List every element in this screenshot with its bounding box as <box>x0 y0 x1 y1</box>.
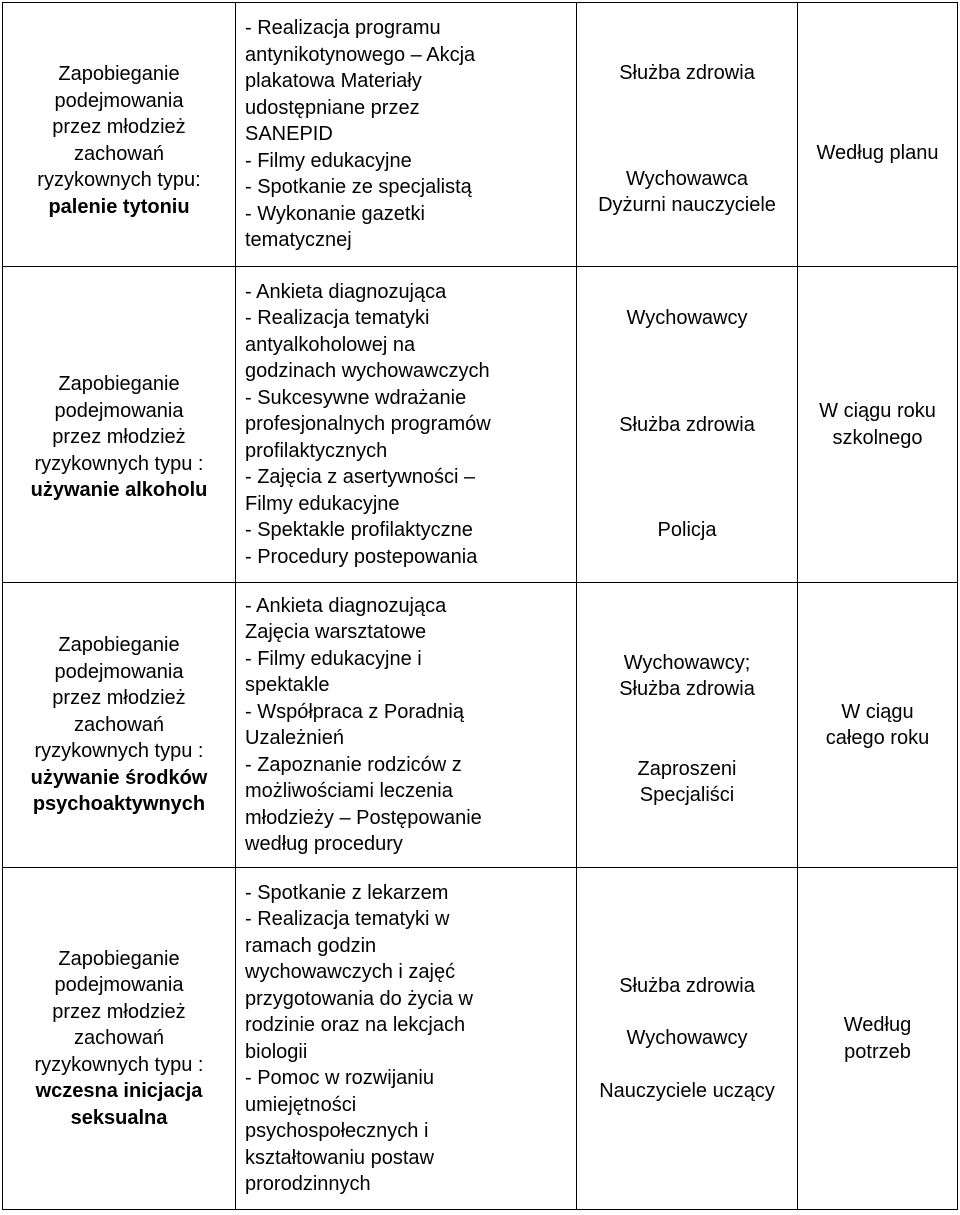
table-row <box>3 267 958 583</box>
activity-line: profilaktycznych <box>245 439 388 462</box>
activity-line: - Filmy edukacyjne i <box>245 647 422 670</box>
term-line: całego roku <box>825 727 930 749</box>
area-line: zachowań <box>73 713 165 736</box>
area-line: przez młodzież <box>52 116 186 138</box>
responsible-line: Policja <box>657 519 717 542</box>
activity-line: psychospołecznych i <box>245 1120 429 1142</box>
activity-line: przygotowania do życia w <box>245 987 473 1010</box>
area-line: zachowań <box>73 1027 165 1050</box>
area-line: przez młodzież <box>52 426 186 449</box>
activity-line: antyalkoholowej na <box>245 333 416 356</box>
area-line: Zapobieganie <box>58 634 180 657</box>
activity-line: - Realizacja programu <box>245 17 441 40</box>
program-table <box>2 2 958 1210</box>
area-cell <box>3 267 236 583</box>
activity-line: - Filmy edukacyjne <box>245 149 412 172</box>
activity-line: biologii <box>245 1040 308 1063</box>
area-line: Zapobieganie <box>58 947 180 970</box>
responsible-cell <box>577 267 798 583</box>
table-row <box>3 583 958 868</box>
activity-line: - Pomoc w rozwijaniu <box>245 1067 434 1089</box>
activity-line: według procedury <box>245 833 403 855</box>
responsible-line: Służba zdrowia <box>619 678 755 700</box>
responsible-line: Służba zdrowia <box>619 413 755 436</box>
responsible-line: Służba zdrowia <box>619 62 755 85</box>
activity-line: - Realizacja tematyki w <box>245 908 450 930</box>
activity-line: - Spektakle profilaktyczne <box>245 519 473 542</box>
table-row <box>3 3 958 267</box>
activity-line: Uzależnień <box>245 727 344 749</box>
activity-line: Filmy edukacyjne <box>245 492 400 515</box>
area-line: ryzykownych typu : <box>34 740 204 763</box>
responsible-line: Specjaliści <box>639 784 735 806</box>
activity-line: rodzinie oraz na lekcjach <box>245 1014 466 1036</box>
activity-line: kształtowaniu postaw <box>245 1146 434 1169</box>
activity-line: - Współpraca z Poradnią <box>245 700 464 723</box>
area-line: podejmowania <box>54 399 184 422</box>
risk-type-label: seksualna <box>70 1106 168 1129</box>
activity-line: SANEPID <box>245 123 333 146</box>
activity-line: plakatowa Materiały <box>245 70 422 93</box>
activity-line: - Wykonanie gazetki <box>245 202 425 225</box>
responsible-line: Służba zdrowia <box>619 974 755 997</box>
responsible-line: Wychowawcy <box>626 1027 748 1050</box>
risk-type-label: psychoaktywnych <box>32 793 206 816</box>
activity-line: możliwościami leczenia <box>245 780 453 802</box>
responsible-line: Wychowawca <box>625 167 749 190</box>
activity-line: tematycznej <box>245 229 352 252</box>
activities-cell <box>236 583 577 868</box>
area-line: ryzykownych typu : <box>34 1053 204 1076</box>
responsible-line: Dyżurni nauczyciele <box>598 194 776 217</box>
area-line: Zapobieganie <box>58 63 180 85</box>
term-line: szkolnego <box>832 426 923 449</box>
term-line: Według <box>843 1014 912 1036</box>
responsible-cell <box>577 868 798 1210</box>
activity-line: Zajęcia warsztatowe <box>245 621 427 643</box>
responsible-cell <box>577 583 798 868</box>
responsible-line: Nauczyciele uczący <box>599 1079 775 1102</box>
term-line: potrzeb <box>844 1040 911 1063</box>
activity-line: - Spotkanie ze specjalistą <box>245 176 472 199</box>
activity-line: ramach godzin <box>245 934 377 957</box>
term-cell <box>798 267 958 583</box>
area-line: ryzykownych typu : <box>34 452 204 475</box>
risk-type-label: wczesna inicjacja <box>35 1080 203 1103</box>
responsible-line: Zaproszeni <box>637 757 737 780</box>
responsible-line: Wychowawcy; <box>623 651 751 674</box>
term-line: Według planu <box>816 142 939 165</box>
term-cell <box>798 868 958 1210</box>
risk-type-label: używanie alkoholu <box>30 479 208 502</box>
area-line: ryzykownych typu: <box>37 169 201 191</box>
activity-line: - Ankieta diagnozująca <box>245 280 447 303</box>
term-line: W ciągu roku <box>819 400 936 422</box>
risk-type-label: palenie tytoniu <box>48 195 190 218</box>
activity-line: młodzieży – Postępowanie <box>245 806 482 829</box>
term-cell <box>798 583 958 868</box>
activity-line: udostępniane przez <box>245 96 420 119</box>
responsible-cell <box>577 3 798 267</box>
activity-line: - Sukcesywne wdrażanie <box>245 386 467 409</box>
activity-line: - Procedury postepowania <box>245 545 478 568</box>
activity-line: - Ankieta diagnozująca <box>245 594 447 617</box>
activity-line: wychowawczych i zajęć <box>245 961 456 983</box>
table-row <box>3 868 958 1210</box>
activity-line: antynikotynowego – Akcja <box>245 43 476 66</box>
area-cell <box>3 868 236 1210</box>
activity-line: profesjonalnych programów <box>245 413 491 436</box>
area-line: podejmowania <box>54 974 184 997</box>
term-line: W ciągu <box>841 700 914 723</box>
term-cell <box>798 3 958 267</box>
area-line: przez młodzież <box>52 1000 186 1023</box>
area-line: podejmowania <box>54 89 184 112</box>
area-line: zachowań <box>73 142 165 165</box>
area-cell <box>3 3 236 267</box>
activity-line: - Realizacja tematyki <box>245 307 430 330</box>
activity-line: - Zajęcia z asertywności – <box>245 466 476 489</box>
activities-cell <box>236 868 577 1210</box>
activity-line: prorodzinnych <box>245 1173 371 1195</box>
area-line: Zapobieganie <box>58 373 180 396</box>
activity-line: umiejętności <box>245 1093 357 1116</box>
activity-line: godzinach wychowawczych <box>245 360 490 383</box>
area-line: podejmowania <box>54 660 184 683</box>
area-cell <box>3 583 236 868</box>
risk-type-label: używanie środków <box>30 766 208 789</box>
activity-line: - Spotkanie z lekarzem <box>245 881 449 904</box>
activities-cell <box>236 267 577 583</box>
activities-cell <box>236 3 577 267</box>
area-line: przez młodzież <box>52 687 186 710</box>
activity-line: - Zapoznanie rodziców z <box>245 753 462 776</box>
responsible-line: Wychowawcy <box>626 307 748 330</box>
activity-line: spektakle <box>245 674 330 696</box>
